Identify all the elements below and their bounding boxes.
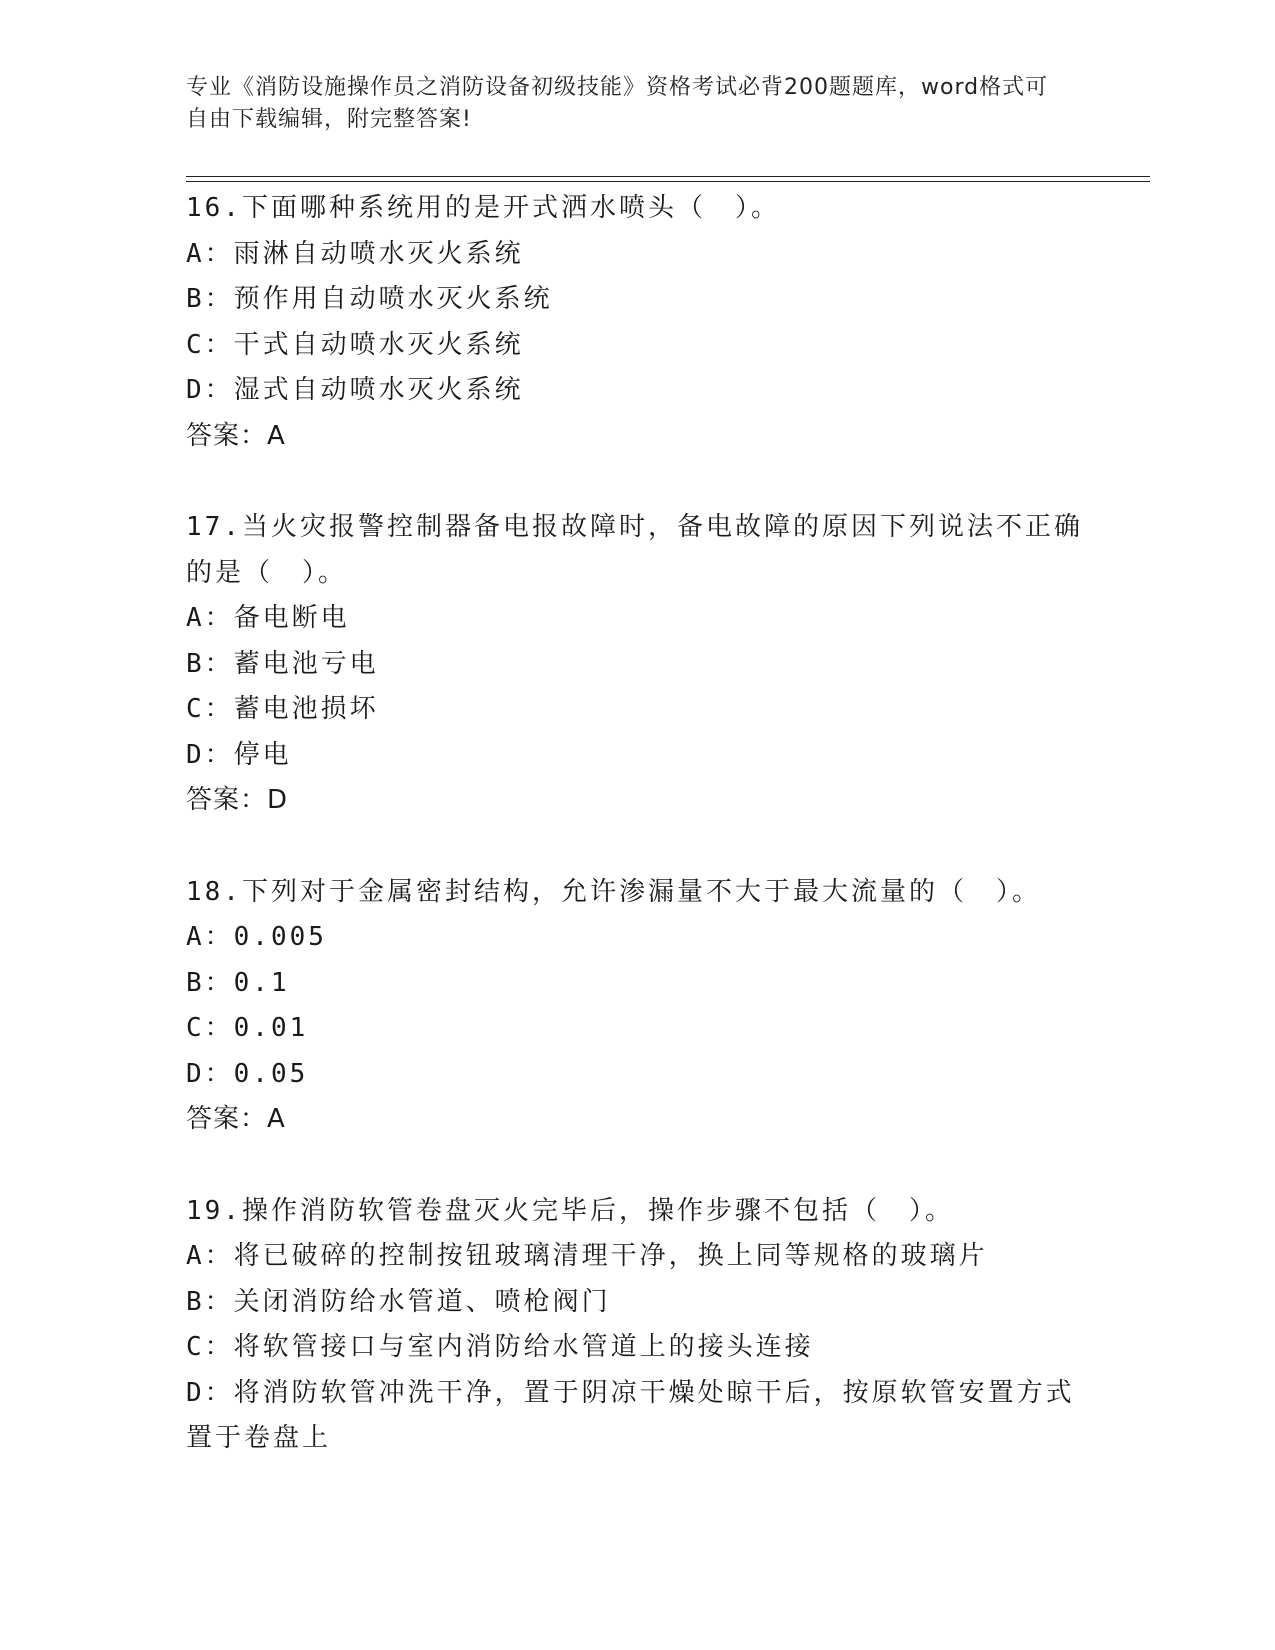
option-a: A：将已破碎的控制按钮玻璃清理干净，换上同等规格的玻璃片 xyxy=(186,1241,988,1271)
document-header: 专业《消防设施操作员之消防设备初级技能》资格考试必背200题题库，word格式可自由下载编辑，附完整答案! xyxy=(186,75,1049,132)
question-17 xyxy=(186,505,1086,824)
option-c: C：蓄电池损坏 xyxy=(186,694,379,724)
question-18 xyxy=(186,870,1086,1143)
question-stem: 19.操作消防软管卷盘灭火完毕后，操作步骤不包括（ ）。 xyxy=(186,1195,954,1226)
question-stem: 17.当火灾报警控制器备电报故障时，备电故障的原因下列说法不正确的是（ ）。 xyxy=(186,512,1083,588)
option-a: A：备电断电 xyxy=(186,603,350,633)
option-a: A：0.005 xyxy=(186,922,327,952)
answer: 答案：A xyxy=(186,1104,286,1134)
option-d: D：停电 xyxy=(186,739,292,770)
option-c: C：将软管接口与室内消防给水管道上的接头连接 xyxy=(186,1332,814,1362)
answer: 答案：D xyxy=(186,785,289,815)
header-rule-bottom xyxy=(186,181,1150,182)
question-16 xyxy=(186,186,1086,459)
option-b: B：关闭消防给水管道、喷枪阀门 xyxy=(186,1286,611,1317)
option-c: C：0.01 xyxy=(186,1013,309,1043)
option-d: D：将消防软管冲洗干净，置于阴凉干燥处晾干后，按原软管安置方式置于卷盘上 xyxy=(186,1377,1075,1453)
option-a: A：雨淋自动喷水灭火系统 xyxy=(186,238,524,269)
option-b: B：蓄电池亏电 xyxy=(186,648,379,679)
question-19 xyxy=(186,1189,1086,1462)
option-d: D：湿式自动喷水灭火系统 xyxy=(186,375,524,405)
header-rule-top xyxy=(186,176,1150,177)
option-b: B：0.1 xyxy=(186,967,290,998)
option-d: D：0.05 xyxy=(186,1058,309,1089)
option-b: B：预作用自动喷水灭火系统 xyxy=(186,284,553,314)
answer: 答案：A xyxy=(186,420,286,451)
question-stem: 16.下面哪种系统用的是开式洒水喷头（ ）。 xyxy=(186,193,780,223)
question-stem: 18.下列对于金属密封结构，允许渗漏量不大于最大流量的（ ）。 xyxy=(186,876,1041,907)
question-list xyxy=(186,186,1086,1508)
option-c: C：干式自动喷水灭火系统 xyxy=(186,329,524,360)
